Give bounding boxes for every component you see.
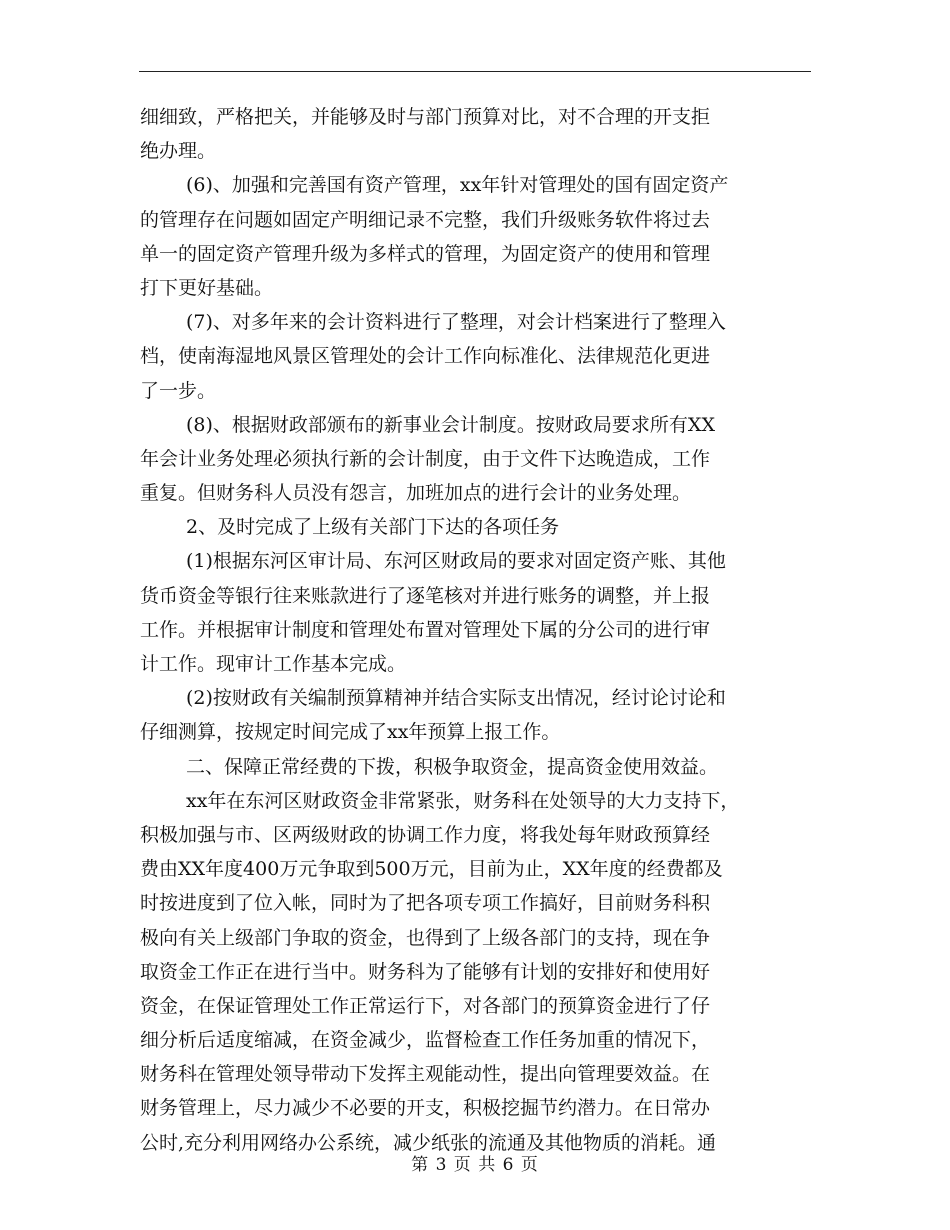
text-line: 取资金工作正在进行当中。财务科为了能够有计划的安排好和使用好: [140, 960, 711, 983]
text-line: 货币资金等银行往来账款进行了逐笔核对并进行账务的调整，并上报: [140, 584, 711, 607]
header-rule: [139, 71, 811, 72]
text-line: 二、保障正常经费的下拨，积极争取资金，提高资金使用效益。: [186, 755, 719, 778]
text-line: 2、及时完成了上级有关部门下达的各项任务: [186, 516, 560, 539]
text-line: 公时,充分利用网络办公系统，减少纸张的流通及其他物质的消耗。通: [140, 1131, 717, 1154]
page-footer: 第 3 页 共 6 页: [411, 1155, 539, 1175]
text-line: 绝办理。: [140, 140, 217, 163]
text-line: 计工作。现审计工作基本完成。: [140, 653, 407, 675]
text-line: 档，使南海湿地风景区管理处的会计工作向标准化、法律规范化更进: [140, 345, 711, 368]
text-line: 积极加强与市、区两级财政的协调工作力度，将我处每年财政预算经: [140, 823, 711, 846]
text-line: 了一步。: [140, 379, 217, 402]
text-line: (2)按财政有关编制预算精神并结合实际支出情况，经讨论讨论和: [186, 687, 726, 710]
text-line: (1)根据东河区审计局、东河区财政局的要求对固定资产账、其他: [186, 550, 726, 573]
text-line: 工作。并根据审计制度和管理处布置对管理处下属的分公司的进行审: [140, 618, 711, 641]
text-line: 资金，在保证管理处工作正常运行下，对各部门的预算资金进行了仔: [140, 994, 711, 1017]
text-line: 费由XX年度400万元争取到500万元，目前为止，XX年度的经费都及: [140, 858, 723, 881]
text-line: 细分析后适度缩减，在资金减少，监督检查工作任务加重的情况下，: [140, 1029, 711, 1052]
document-body: [140, 100, 810, 1160]
text-line: 时按进度到了位入帐，同时为了把各项专项工作搞好，目前财务科积: [140, 892, 711, 915]
text-line: 仔细测算，按规定时间完成了xx年预算上报工作。: [140, 721, 561, 744]
text-line: 细细致，严格把关，并能够及时与部门预算对比，对不合理的开支拒: [140, 106, 711, 128]
text-line: (7)、对多年来的会计资料进行了整理，对会计档案进行了整理入: [186, 311, 726, 334]
text-line: 财务科在管理处领导带动下发挥主观能动性，提出向管理要效益。在: [140, 1063, 711, 1086]
text-line: (6)、加强和完善国有资产管理，xx年针对管理处的国有固定资产: [186, 174, 729, 197]
text-line: 单一的固定资产管理升级为多样式的管理，为固定资产的使用和管理: [140, 242, 711, 265]
text-line: xx年在东河区财政资金非常紧张，财务科在处领导的大力支持下，: [186, 789, 740, 812]
text-line: 重复。但财务科人员没有怨言，加班加点的进行会计的业务处理。: [140, 482, 692, 505]
text-line: 打下更好基础。: [140, 276, 274, 299]
text-line: 财务管理上，尽力减少不必要的开支，积极挖掘节约潜力。在日常办: [140, 1097, 711, 1120]
text-line: (8)、根据财政部颁布的新事业会计制度。按财政局要求所有XX: [186, 413, 715, 436]
text-line: 年会计业务处理必须执行新的会计制度，由于文件下达晚造成，工作: [140, 447, 711, 470]
text-line: 的管理存在问题如固定产明细记录不完整，我们升级账务软件将过去: [140, 208, 711, 231]
text-line: 极向有关上级部门争取的资金，也得到了上级各部门的支持，现在争: [140, 926, 711, 949]
